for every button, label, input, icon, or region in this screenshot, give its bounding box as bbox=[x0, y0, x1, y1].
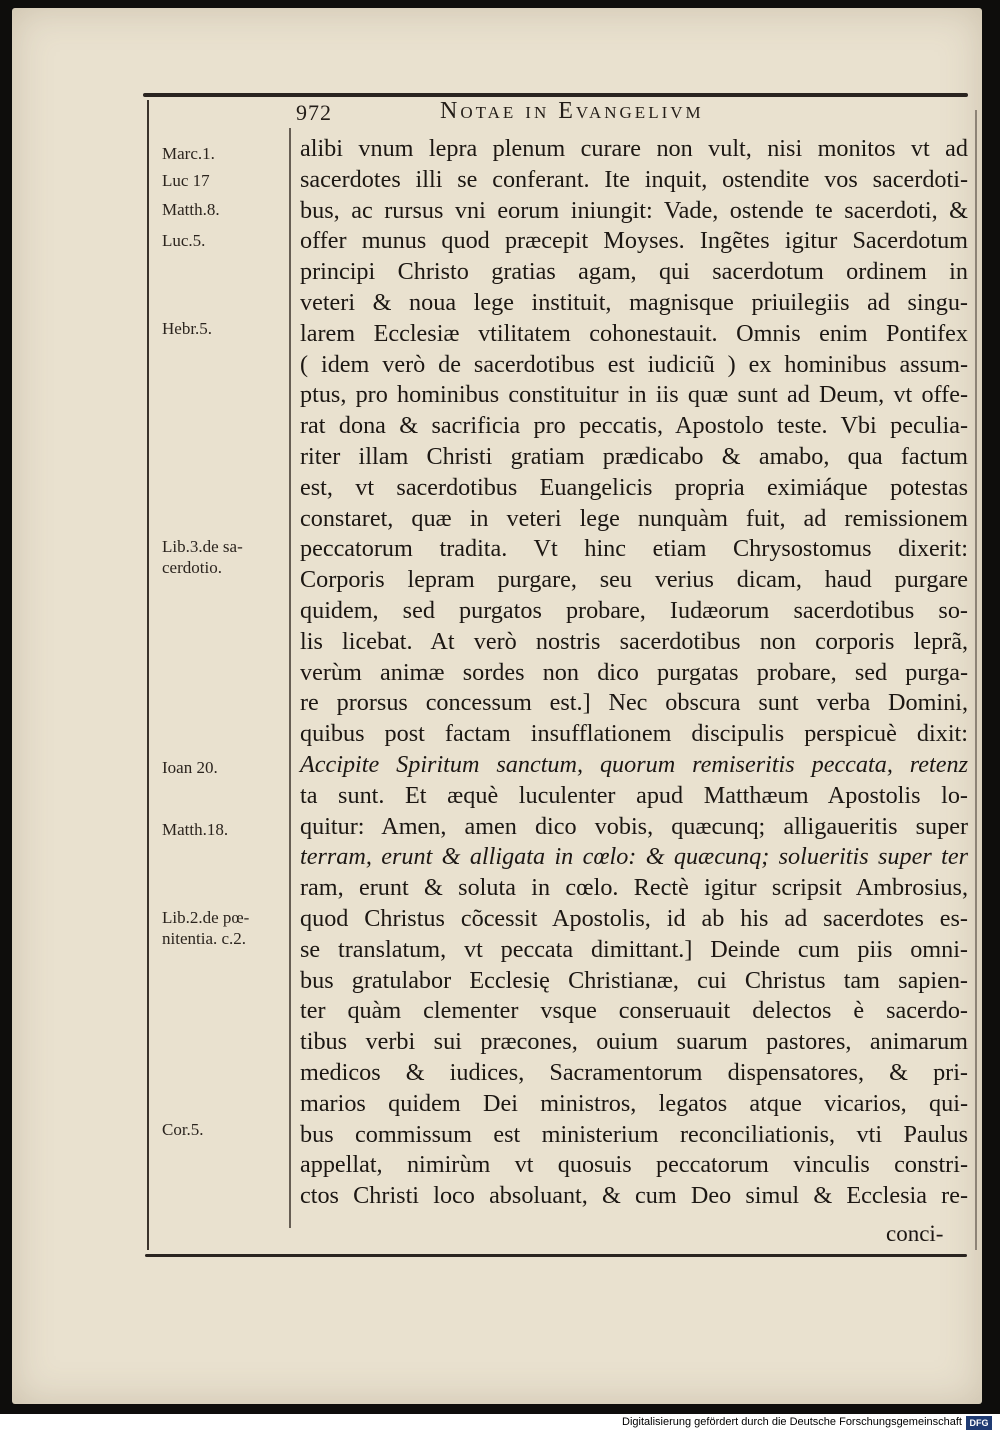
text-line: riter illam Christi gratiam prædicabo & amabo, qua factum bbox=[300, 442, 968, 470]
text-line: ( idem verò de sacerdotibus est iudiciũ ) ex hominibus assum- bbox=[300, 350, 968, 378]
right-page-edge bbox=[975, 110, 977, 1250]
text-line: principi Christo gratias agam, qui sacerdotum ordinem in bbox=[300, 258, 968, 286]
margin-note: Luc.5. bbox=[162, 231, 206, 250]
text-line: marios quidem Dei ministros, legatos atque vicarios, qui- bbox=[300, 1089, 968, 1117]
margin-note: Matth.8. bbox=[162, 200, 220, 219]
running-head bbox=[290, 96, 970, 130]
text-line: rat dona & sacrificia pro peccatis, Apostolo teste. Vbi peculia- bbox=[300, 412, 968, 440]
text-line: quod Christus cõcessit Apostolis, id ab his ad sacerdotes es- bbox=[300, 904, 968, 932]
margin-note: Matth.18. bbox=[162, 820, 229, 839]
text-line: re prorsus concessum est.] Nec obscura sunt verba Domini, bbox=[300, 689, 968, 717]
text-line: est, vt sacerdotibus Euangelicis propria eximiáque potestas bbox=[300, 473, 968, 501]
text-line: quidem, sed purgatos probare, Iudæorum sacerdotibus so- bbox=[300, 596, 968, 624]
dfg-logo-icon: DFG bbox=[966, 1416, 992, 1430]
text-line: ter quàm clementer vsque conseruauit delectos è sacerdo- bbox=[300, 997, 968, 1025]
text-line: se translatum, vt peccata dimittant.] Deinde cum piis omni- bbox=[300, 935, 968, 963]
text-line: quibus post factam insufflationem discipulis perspicuè dixit: bbox=[300, 720, 968, 748]
margin-note: nitentia. c.2. bbox=[162, 929, 247, 948]
text-line: alibi vnum lepra plenum curare non vult, nisi monitos vt ad bbox=[300, 135, 968, 162]
text-line: veteri & noua lege instituit, magnisque priuilegiis ad singu- bbox=[300, 288, 968, 316]
text-line: lis licebat. At verò nostris sacerdotibus non corporis leprã, bbox=[300, 627, 968, 655]
catchword: conci- bbox=[886, 1221, 944, 1246]
text-line: medicos & iudices, Sacramentorum dispensatores, & pri- bbox=[300, 1058, 968, 1086]
text-line: constaret, quæ in veteri lege nunquàm fuit, ad remissionem bbox=[300, 504, 968, 532]
funding-notice: Digitalisierung gefördert durch die Deutsche Forschungsgemeinschaft bbox=[622, 1416, 962, 1428]
text-line: peccatorum tradita. Vt hinc etiam Chrysostomus dixerit: bbox=[300, 535, 968, 563]
text-line: tibus verbi sui præcones, ouium suarum pastores, animarum bbox=[300, 1028, 968, 1056]
text-line: offer munus quod præcepit Moyses. Ingẽtes igitur Sacerdotum bbox=[300, 227, 968, 255]
text-line: bus gratulabor Ecclesię Christianæ, cui Christus tam sapien- bbox=[300, 966, 968, 994]
text-line: sacerdotes illi se conferant. Ite inquit, ostendite vos sacerdoti- bbox=[300, 165, 968, 193]
text-line: larem Ecclesiæ vtilitatem cohonestauit. Omnis enim Pontifex bbox=[300, 319, 968, 347]
margin-note: Marc.1. bbox=[162, 144, 215, 163]
margin-note: cerdotio. bbox=[162, 558, 222, 577]
text-line: verùm animæ sordes non dico purgatas probare, sed purga- bbox=[300, 658, 968, 686]
margin-note: Lib.2.de pœ- bbox=[162, 908, 250, 927]
margin-note: Ioan 20. bbox=[162, 758, 218, 777]
text-line: bus, ac rursus vni eorum iniungit: Vade, ostende te sacerdoti, & bbox=[300, 196, 968, 224]
text-line: ta sunt. Et æquè luculenter apud Matthæum Apostolis lo- bbox=[300, 781, 968, 809]
margin-note: Luc 17 bbox=[162, 171, 210, 190]
text-line: ptus, pro hominibus constituitur in iis quæ sunt ad Deum, vt offe- bbox=[300, 381, 968, 409]
digitization-footer bbox=[0, 1414, 1000, 1433]
text-line: Accipite Spiritum sanctum, quorum remiseritis peccata, retenz bbox=[300, 750, 968, 778]
text-line: ctos Christi loco absoluant, & cum Deo simul & Ecclesia re- bbox=[300, 1182, 968, 1210]
margin-note: Lib.3.de sa- bbox=[162, 537, 243, 556]
text-line: ram, erunt & soluta in cœlo. Rectè igitur scripsit Ambrosius, bbox=[300, 874, 968, 902]
running-title: Notae in Evangelivm bbox=[440, 98, 704, 124]
text-line: bus commissum est ministerium reconciliationis, vti Paulus bbox=[300, 1120, 968, 1148]
text-line: terram, erunt & alligata in cœlo: & quæcunq; solueritis super ter bbox=[300, 843, 968, 871]
page-number: 972 bbox=[296, 100, 332, 125]
body-text bbox=[300, 134, 968, 1212]
margin-note: Cor.5. bbox=[162, 1120, 204, 1139]
margin-rule bbox=[147, 100, 149, 1250]
margin-note: Hebr.5. bbox=[162, 319, 213, 338]
text-line: Corporis lepram purgare, seu verius dicam, haud purgare bbox=[300, 566, 968, 594]
text-column-rule bbox=[289, 128, 291, 1228]
text-line: appellat, nimirùm vt quosuis peccatorum vinculis constri- bbox=[300, 1151, 968, 1179]
text-line: quitur: Amen, amen dico vobis, quæcunq; alligaueritis super bbox=[300, 812, 968, 840]
footer-rule bbox=[145, 1254, 967, 1257]
